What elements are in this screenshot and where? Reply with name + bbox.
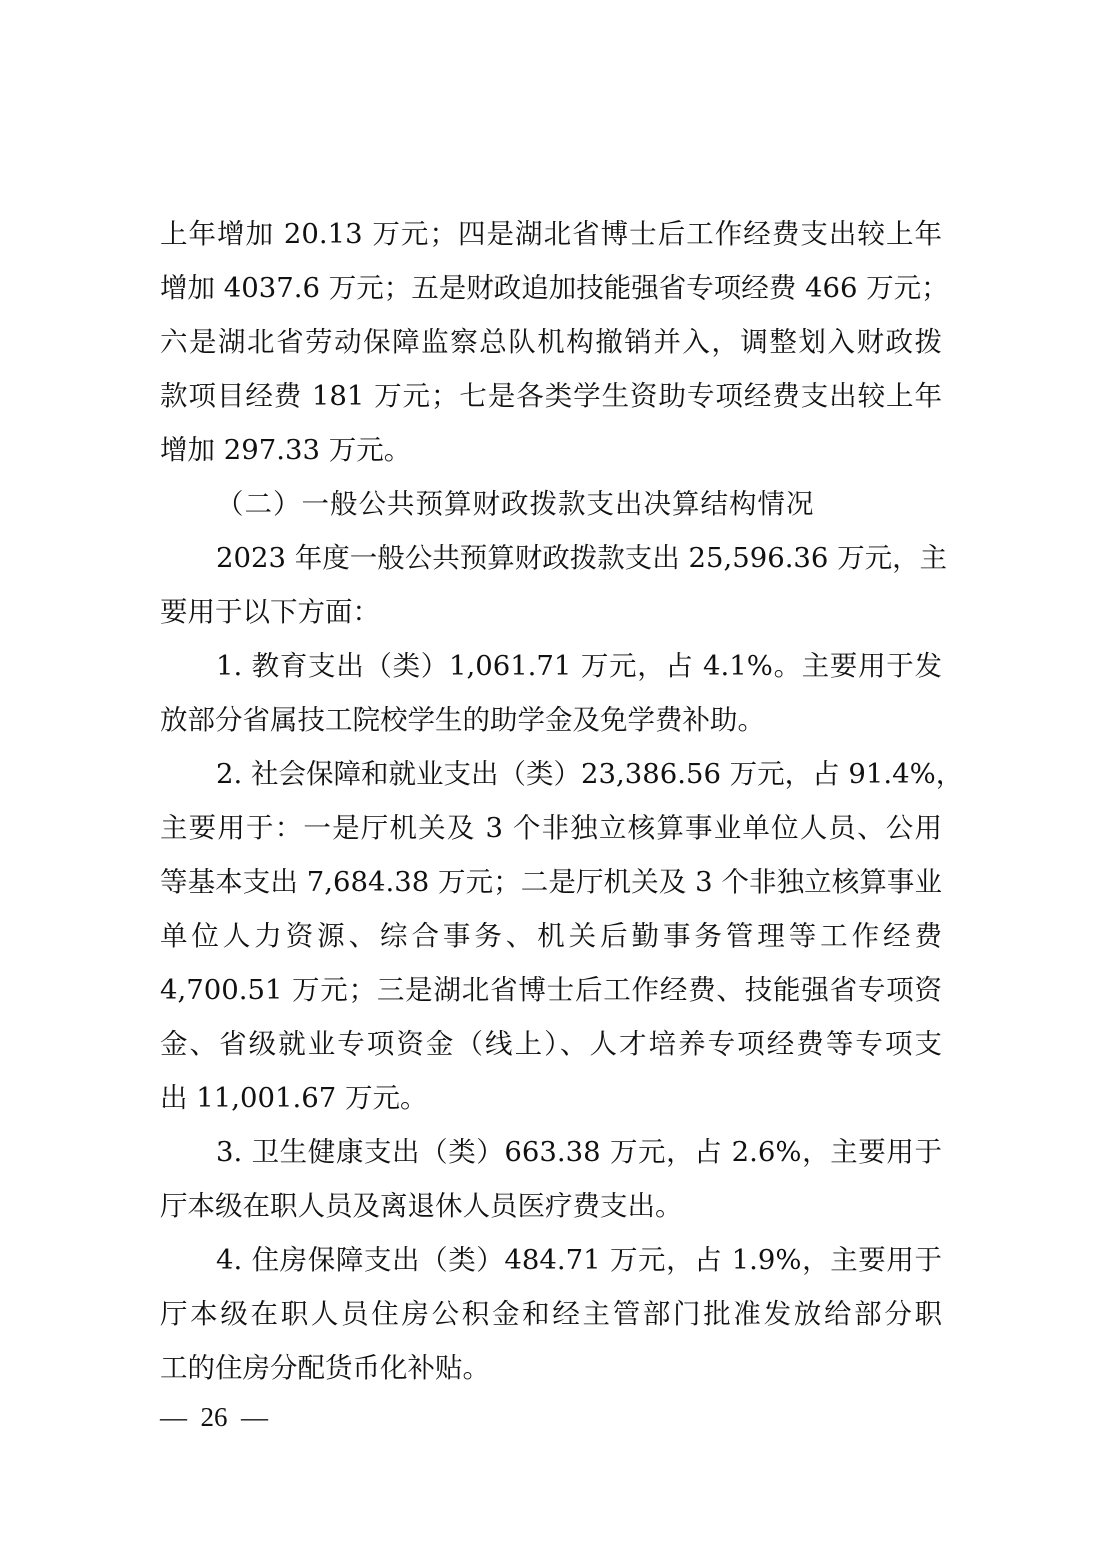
- paragraph-continuation-line-4: 款项目经费 181 万元；七是各类学生资助专项经费支出较上年: [160, 380, 942, 412]
- item-housing-line-1: 4. 住房保障支出（类）484.71 万元，占 1.9%，主要用于: [216, 1244, 942, 1276]
- section-heading: （二）一般公共预算财政拨款支出决算结构情况: [216, 488, 815, 520]
- item-housing-line-2: 厅本级在职人员住房公积金和经主管部门批准发放给部分职: [160, 1298, 942, 1330]
- paragraph-continuation-line-1: 上年增加 20.13 万元；四是湖北省博士后工作经费支出较上年: [160, 218, 942, 250]
- item-health-line-2: 厅本级在职人员及离退休人员医疗费支出。: [160, 1190, 683, 1222]
- item-social-security-line-3: 等基本支出 7,684.38 万元；二是厅机关及 3 个非独立核算事业: [160, 866, 942, 898]
- item-social-security-line-4: 单位人力资源、综合事务、机关后勤事务管理等工作经费: [160, 920, 942, 952]
- intro-line-1: 2023 年度一般公共预算财政拨款支出 25,596.36 万元，主: [216, 542, 948, 574]
- item-health-line-1: 3. 卫生健康支出（类）663.38 万元，占 2.6%，主要用于: [216, 1136, 942, 1168]
- item-education-line-1: 1. 教育支出（类）1,061.71 万元，占 4.1%。主要用于发: [216, 650, 942, 682]
- item-housing-line-3: 工的住房分配货币化补贴。: [160, 1352, 490, 1384]
- paragraph-continuation-line-3: 六是湖北省劳动保障监察总队机构撤销并入，调整划入财政拨: [160, 326, 942, 358]
- item-social-security-line-5: 4,700.51 万元；三是湖北省博士后工作经费、技能强省专项资: [160, 974, 942, 1006]
- item-social-security-line-7: 出 11,001.67 万元。: [160, 1082, 428, 1114]
- item-social-security-line-1: 2. 社会保障和就业支出（类）23,386.56 万元，占 91.4%，: [216, 758, 964, 790]
- paragraph-continuation-line-5: 增加 297.33 万元。: [160, 434, 412, 466]
- item-education-line-2: 放部分省属技工院校学生的助学金及免学费补助。: [160, 704, 765, 736]
- item-social-security-line-6: 金、省级就业专项资金（线上）、人才培养专项经费等专项支: [160, 1028, 942, 1060]
- paragraph-continuation-line-2: 增加 4037.6 万元；五是财政追加技能强省专项经费 466 万元；: [160, 272, 949, 304]
- page-number: — 26 —: [160, 1402, 268, 1432]
- intro-line-2: 要用于以下方面：: [160, 596, 380, 628]
- item-social-security-line-2: 主要用于：一是厅机关及 3 个非独立核算事业单位人员、公用: [160, 812, 942, 844]
